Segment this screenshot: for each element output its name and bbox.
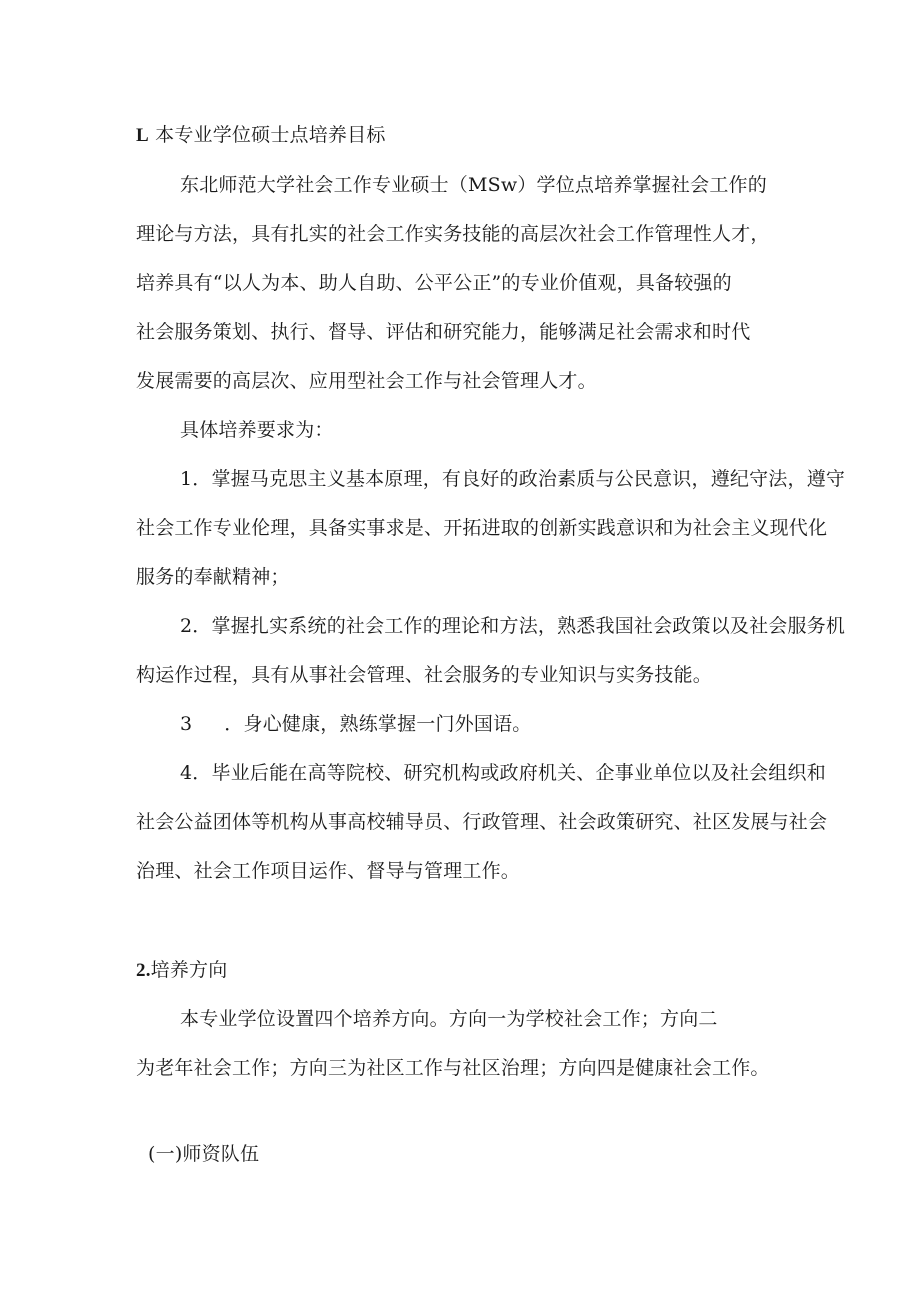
- intro-line-5: 发展需要的高层次、应用型社会工作与社会管理人才。: [136, 370, 597, 392]
- section2-line-1: 本专业学位设置四个培养方向。方向一为学校社会工作；方向二: [180, 1008, 718, 1030]
- section1-heading-number: L: [136, 125, 149, 146]
- section2-heading: [136, 958, 227, 983]
- intro-line-4: 社会服务策划、执行、督导、评估和研究能力，能够满足社会需求和时代: [136, 321, 751, 343]
- item1-line-1: 1．掌握马克思主义基本原理，有良好的政治素质与公民意识，遵纪守法，遵守: [180, 468, 846, 490]
- item3-line: [180, 712, 532, 736]
- requirements-label: 具体培养要求为：: [180, 419, 334, 441]
- item4-line-3: 治理、社会工作项目运作、督导与管理工作。: [136, 860, 521, 882]
- item1-line-3: 服务的奉献精神；: [136, 566, 290, 588]
- item1-line-2: 社会工作专业伦理，具备实事求是、开拓进取的创新实践意识和为社会主义现代化: [136, 517, 828, 539]
- section2-heading-number: 2.: [136, 960, 151, 981]
- intro-line-3: 培养具有“以人为本、助人自助、公平公正”的专业价值观，具备较强的: [136, 272, 732, 294]
- item2-line-1: 2．掌握扎实系统的社会工作的理论和方法，熟悉我国社会政策以及社会服务机: [180, 615, 846, 637]
- section1-heading: [136, 123, 386, 148]
- item3-number: 3: [180, 713, 193, 735]
- section1-heading-text: 本专业学位硕士点培养目标: [155, 124, 386, 146]
- item2-line-2: 构运作过程，具有从事社会管理、社会服务的专业知识与实务技能。: [136, 664, 713, 686]
- item4-line-2: 社会公益团体等机构从事高校辅导员、行政管理、社会政策研究、社区发展与社会: [136, 811, 828, 833]
- item4-line-1: 4．毕业后能在高等院校、研究机构或政府机关、企事业单位以及社会组织和: [180, 762, 826, 784]
- intro-line-1: 东北师范大学社会工作专业硕士（MSw）学位点培养掌握社会工作的: [180, 174, 767, 196]
- section2-line-2: 为老年社会工作；方向三为社区工作与社区治理；方向四是健康社会工作。: [136, 1057, 770, 1079]
- intro-line-2: 理论与方法，具有扎实的社会工作实务技能的高层次社会工作管理性人才，: [136, 223, 770, 245]
- section3-heading: (一)师资队伍: [148, 1143, 260, 1165]
- section2-heading-text: 培养方向: [150, 959, 228, 981]
- item3-text: ．身心健康，熟练掌握一门外国语。: [224, 713, 532, 735]
